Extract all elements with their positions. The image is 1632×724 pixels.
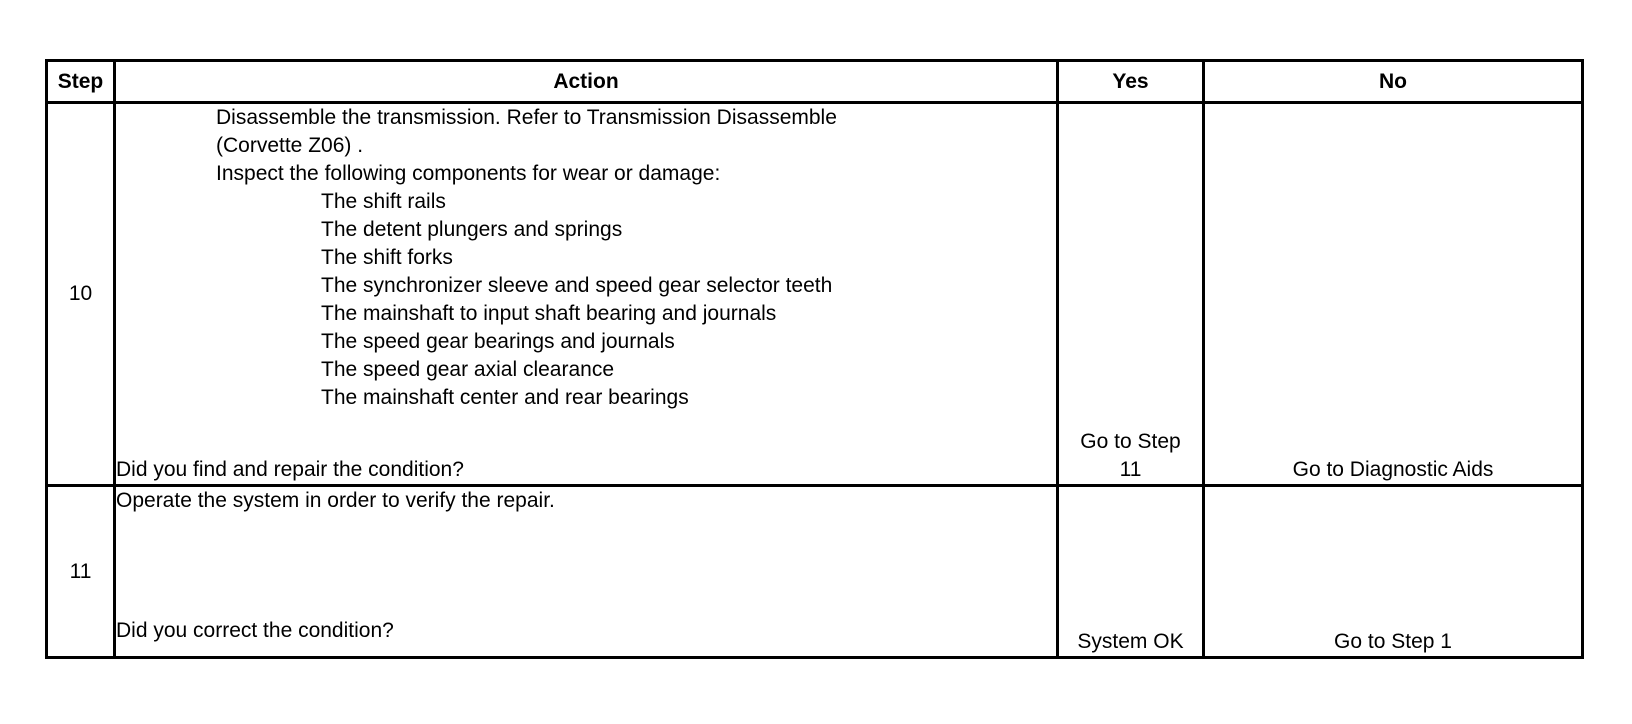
inspect-instruction: Inspect the following components for wear or damage: (216, 162, 721, 185)
step-number: 11 (47, 486, 115, 658)
action-intro-line: Disassemble the transmission. Refer to Transmission Disassemble (216, 106, 837, 129)
yes-result-line: Go to Step (1080, 430, 1181, 453)
list-item: The speed gear axial clearance (321, 358, 615, 381)
list-item: The shift forks (321, 246, 453, 269)
list-item: The shift rails (321, 190, 446, 213)
header-no: No (1204, 61, 1583, 103)
action-question: Did you correct the condition? (116, 619, 394, 642)
no-cell: Go to Step 1 (1204, 486, 1583, 658)
header-action: Action (115, 61, 1058, 103)
table-row-step-10 (47, 103, 1583, 486)
yes-result-line: 11 (1119, 458, 1142, 481)
action-intro (116, 104, 1056, 188)
action-cell (115, 486, 1058, 658)
list-item: The detent plungers and springs (321, 218, 623, 241)
action-question: Did you find and repair the condition? (116, 458, 464, 481)
action-cell (115, 103, 1058, 486)
yes-cell: System OK (1058, 486, 1204, 658)
action-intro-line: (Corvette Z06) . (216, 134, 364, 157)
table-header-row (47, 61, 1583, 103)
list-item: The speed gear bearings and journals (321, 330, 675, 353)
list-item: The mainshaft center and rear bearings (321, 386, 689, 409)
no-cell: Go to Diagnostic Aids (1204, 103, 1583, 486)
component-list (116, 188, 1056, 412)
action-instruction: Operate the system in order to verify the repair. (116, 489, 555, 512)
list-item: The synchronizer sleeve and speed gear selector teeth (321, 274, 833, 297)
list-item: The mainshaft to input shaft bearing and journals (321, 302, 777, 325)
step-number: 10 (47, 103, 115, 486)
yes-cell (1058, 103, 1204, 486)
header-step: Step (47, 61, 115, 103)
table-row-step-11 (47, 486, 1583, 658)
diagnostic-table (45, 59, 1584, 659)
header-yes: Yes (1058, 61, 1204, 103)
